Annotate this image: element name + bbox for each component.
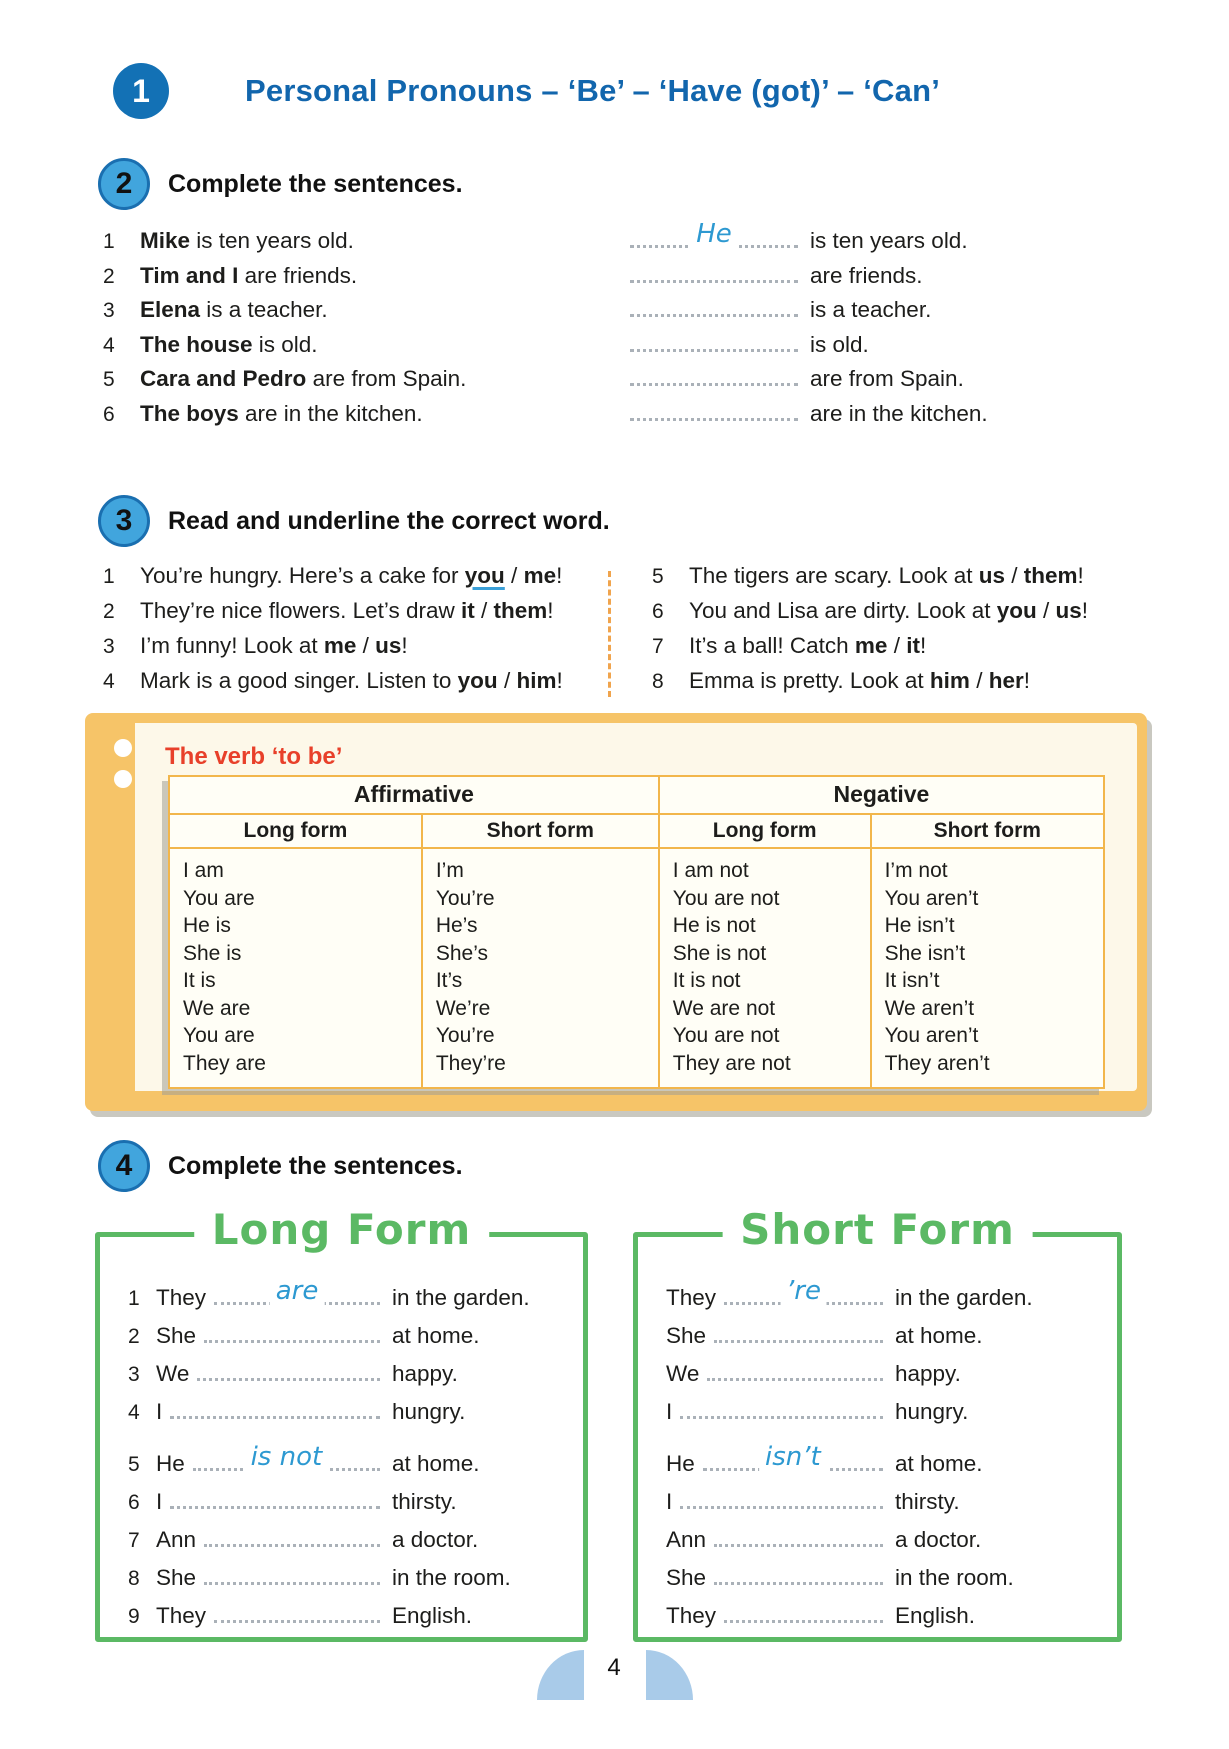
fill-completion: in the room.	[392, 1565, 511, 1590]
table-cell: It is not	[672, 969, 741, 992]
sentence-text	[140, 401, 630, 427]
choice-item	[103, 563, 608, 598]
unit-number: 1	[132, 72, 150, 109]
table-cell: She is	[183, 941, 242, 965]
choice-option-1[interactable]: us	[978, 563, 1005, 588]
grammar-panel	[85, 713, 1147, 1111]
fill-row-lead	[666, 1565, 883, 1591]
answer-blank[interactable]	[714, 1323, 883, 1343]
handwritten-answer: are	[270, 1276, 325, 1306]
fill-row	[666, 1603, 1117, 1641]
choice-text	[689, 563, 1084, 589]
table-cell: You aren’t	[884, 886, 979, 910]
choice-pre-text: They’re nice flowers. Let’s draw	[140, 598, 461, 623]
item-number: 5	[103, 368, 115, 392]
fill-completion: a doctor.	[392, 1527, 479, 1552]
table-cell: We aren’t	[884, 996, 975, 1020]
fill-completion: hungry.	[895, 1399, 969, 1424]
answer-blank[interactable]	[214, 1276, 380, 1306]
choice-pre-text: You’re hungry. Here’s a cake for	[140, 563, 465, 588]
page-title: Personal Pronouns – ‘Be’ – ‘Have (got)’ – ‘Can’	[245, 73, 941, 108]
fill-row	[666, 1489, 1117, 1527]
item-number: 2	[103, 600, 115, 623]
sentence-text	[140, 228, 630, 254]
fill-row	[128, 1323, 583, 1361]
choice-pre-text: Emma is pretty. Look at	[689, 668, 930, 693]
column-divider	[608, 571, 611, 697]
choice-pre-text: It’s a ball! Catch	[689, 633, 855, 658]
fill-completion: English.	[895, 1603, 976, 1628]
sentence-subject: Tim and I	[140, 262, 239, 288]
table-cell: She’s	[435, 941, 488, 965]
table-cell: You’re	[435, 886, 495, 910]
fill-row-lead	[666, 1276, 883, 1311]
choice-option-2[interactable]: them	[493, 598, 548, 623]
fill-row-lead	[128, 1399, 380, 1425]
fill-subject: We	[666, 1361, 700, 1386]
handwritten-answer: ’re	[780, 1276, 827, 1306]
choice-text	[140, 563, 562, 589]
sentence-rest: is old.	[252, 331, 318, 357]
exercise-4-title: Complete the sentences.	[168, 1151, 463, 1180]
exercise-3-left-column	[103, 563, 608, 703]
sentence-completion: are from Spain.	[810, 366, 964, 392]
choice-item	[103, 633, 608, 668]
long-form-rows	[100, 1237, 583, 1641]
page-footer	[0, 1648, 1229, 1708]
item-number: 8	[128, 1567, 140, 1590]
fill-completion: hungry.	[392, 1399, 466, 1424]
exercise-3	[0, 495, 1229, 703]
table-cell: You’re	[435, 1024, 495, 1047]
choice-option-1[interactable]: it	[460, 598, 475, 623]
item-number: 5	[652, 565, 664, 588]
exercise-3-number-badge: 3	[98, 495, 150, 547]
fill-row	[128, 1527, 583, 1565]
long-form-box-title: Long Form	[194, 1205, 490, 1254]
fill-row-lead	[128, 1361, 380, 1387]
choice-pre-text: The tigers are scary. Look at	[689, 563, 979, 588]
table-cell: I’m not	[884, 859, 948, 882]
fill-row	[128, 1489, 583, 1527]
answer-blank[interactable]	[680, 1399, 883, 1419]
exercise-3-title: Read and underline the correct word.	[168, 506, 610, 535]
sentence-text	[140, 297, 630, 323]
sentence-rest: are friends.	[238, 262, 358, 288]
sentence-subject: Cara and Pedro	[140, 366, 307, 392]
table-cell: He is	[183, 914, 231, 937]
exercise-2-title: Complete the sentences.	[168, 169, 463, 198]
exercise-3-right-column	[652, 563, 1088, 703]
table-column-header-row	[170, 815, 1103, 849]
exercise-2	[0, 158, 1229, 436]
choice-item	[652, 563, 1088, 598]
answer-blank[interactable]	[204, 1323, 380, 1343]
sentence-row	[0, 366, 1229, 401]
table-cell: He is not	[672, 914, 756, 937]
short-form-box	[633, 1205, 1122, 1642]
table-column-header: Long form	[660, 815, 872, 849]
item-number: 2	[128, 1325, 140, 1348]
table-cell: You are not	[672, 1024, 780, 1047]
sentence-row	[0, 219, 1229, 263]
table-cell: He’s	[435, 914, 478, 937]
fill-row-lead	[128, 1527, 380, 1553]
fill-subject: I	[666, 1399, 673, 1424]
page-number: 4	[607, 1654, 621, 1681]
sentence-rest: are in the kitchen.	[238, 400, 423, 426]
choice-post-text: !	[547, 598, 554, 623]
fill-completion: in the room.	[895, 1565, 1014, 1590]
answer-blank[interactable]	[214, 1603, 380, 1623]
fill-row-lead	[666, 1399, 883, 1425]
table-column-header: Short form	[872, 815, 1103, 849]
choice-item	[652, 633, 1088, 668]
fill-subject: They	[666, 1603, 717, 1628]
choice-separator: /	[1004, 563, 1024, 588]
fill-row	[128, 1361, 583, 1399]
sentence-text	[140, 263, 630, 289]
table-cell: They’re	[435, 1051, 506, 1075]
answer-blank[interactable]	[724, 1276, 883, 1306]
fill-row-lead	[666, 1527, 883, 1553]
item-number: 4	[103, 333, 115, 357]
to-be-table	[168, 775, 1105, 1089]
choice-text	[689, 633, 926, 659]
answer-blank[interactable]	[170, 1489, 380, 1509]
fill-completion: in the garden.	[392, 1285, 530, 1310]
fill-subject: I	[156, 1489, 163, 1514]
sentence-completion: are in the kitchen.	[810, 400, 988, 426]
fill-subject: I	[666, 1489, 673, 1514]
choice-option-2[interactable]: us	[375, 633, 402, 658]
choice-separator: /	[504, 563, 524, 588]
sentence-completion: is old.	[810, 331, 869, 357]
table-group-header-negative: Negative	[660, 777, 1103, 815]
exercise-3-columns	[0, 563, 1229, 703]
choice-item	[652, 668, 1088, 703]
exercise-4	[0, 1140, 1229, 1642]
sentence-row	[0, 401, 1229, 436]
fill-subject: She	[156, 1323, 197, 1348]
table-cell: They are	[183, 1051, 266, 1075]
answer-blank[interactable]	[170, 1399, 380, 1419]
fill-row	[128, 1603, 583, 1641]
table-column-header: Short form	[423, 815, 660, 849]
item-number: 4	[128, 1401, 140, 1424]
choice-separator: /	[356, 633, 376, 658]
item-number: 1	[103, 230, 115, 253]
item-number: 6	[128, 1491, 140, 1514]
fill-row-lead	[128, 1323, 380, 1349]
answer-blank[interactable]	[193, 1442, 380, 1472]
item-number: 1	[128, 1287, 140, 1310]
answer-blank[interactable]	[197, 1361, 380, 1381]
item-number: 2	[103, 264, 115, 288]
choice-text	[140, 633, 408, 659]
answer-blank[interactable]	[680, 1489, 883, 1509]
fill-row-lead	[666, 1361, 883, 1387]
table-group-header-row	[170, 777, 1103, 815]
unit-header	[113, 63, 940, 119]
sentence-rest: is a teacher.	[200, 297, 328, 323]
handwritten-answer: isn’t	[759, 1442, 827, 1472]
handwritten-answer: He	[690, 219, 738, 249]
fill-row	[666, 1565, 1117, 1603]
fill-row-lead	[666, 1603, 883, 1629]
answer-blank[interactable]	[630, 401, 798, 421]
fill-row-lead	[128, 1565, 380, 1591]
choice-separator: /	[887, 633, 907, 658]
fill-completion: a doctor.	[895, 1527, 982, 1552]
fill-completion: in the garden.	[895, 1285, 1033, 1310]
choice-option-2[interactable]: him	[516, 668, 557, 693]
table-column	[423, 849, 660, 1087]
choice-item	[103, 668, 608, 703]
table-cell: It isn’t	[884, 969, 940, 992]
item-number: 3	[103, 635, 115, 658]
unit-number-badge	[113, 63, 169, 119]
grammar-panel-title: The verb ‘to be’	[165, 743, 343, 770]
sentence-completion: are friends.	[810, 262, 923, 288]
fill-row	[666, 1399, 1117, 1437]
sentence-subject: The boys	[140, 400, 239, 426]
fill-subject: She	[666, 1565, 707, 1590]
choice-option-2[interactable]: her	[988, 668, 1024, 693]
item-number: 7	[128, 1529, 140, 1552]
fill-row	[666, 1442, 1117, 1489]
fill-subject: Ann	[156, 1527, 197, 1552]
fill-row	[666, 1323, 1117, 1361]
fill-row	[128, 1276, 583, 1323]
answer-blank[interactable]	[630, 263, 798, 283]
fill-subject: He	[666, 1451, 695, 1476]
choice-option-1[interactable]: you	[996, 598, 1037, 623]
fill-subject: She	[156, 1565, 197, 1590]
handwritten-answer: is not	[245, 1442, 329, 1472]
table-cell: I’m	[435, 859, 464, 882]
table-cell: We’re	[435, 996, 491, 1020]
choice-post-text: !	[401, 633, 408, 658]
fill-row	[666, 1361, 1117, 1399]
item-number: 9	[128, 1605, 140, 1628]
sentence-text	[140, 366, 630, 392]
choice-post-text: !	[919, 633, 927, 658]
choice-post-text: !	[556, 668, 563, 693]
item-number: 1	[103, 565, 115, 588]
table-cell: You aren’t	[884, 1024, 979, 1047]
sentence-row	[0, 332, 1229, 367]
fill-row-lead	[128, 1276, 380, 1311]
grammar-panel-sheet	[135, 723, 1137, 1091]
quarter-circle-right-icon	[646, 1650, 693, 1700]
table-cell: We are not	[672, 996, 776, 1020]
fill-row	[666, 1276, 1117, 1323]
fill-completion: at home.	[392, 1451, 480, 1476]
table-cell: They are not	[672, 1051, 791, 1075]
table-cell: You are	[183, 1024, 255, 1047]
short-form-rows	[638, 1237, 1117, 1641]
fill-subject: They	[156, 1285, 207, 1310]
answer-blank[interactable]	[630, 366, 798, 386]
table-group-header-affirmative: Affirmative	[170, 777, 660, 815]
table-cell: She is not	[672, 941, 767, 965]
sentence-subject: Elena	[140, 297, 201, 323]
table-column	[660, 849, 872, 1087]
fill-completion: at home.	[895, 1451, 983, 1476]
fill-completion: thirsty.	[895, 1489, 960, 1514]
answer-blank[interactable]	[703, 1442, 883, 1472]
choice-separator: /	[1036, 598, 1056, 623]
item-number: 4	[103, 670, 115, 693]
choice-pre-text: I’m funny! Look at	[140, 633, 324, 658]
table-body	[170, 849, 1103, 1087]
fill-row-lead	[128, 1442, 380, 1477]
sentence-completion: is a teacher.	[810, 297, 932, 323]
table-cell: We are	[183, 996, 251, 1020]
fill-row	[666, 1527, 1117, 1565]
fill-completion: thirsty.	[392, 1489, 457, 1514]
answer-blank[interactable]	[630, 332, 798, 352]
choice-separator: /	[474, 598, 494, 623]
fill-completion: at home.	[895, 1323, 983, 1348]
answer-blank[interactable]	[204, 1527, 380, 1547]
item-number: 3	[128, 1363, 140, 1386]
answer-blank[interactable]	[707, 1361, 883, 1381]
choice-text	[689, 598, 1088, 624]
choice-separator: /	[969, 668, 989, 693]
exercise-4-heading	[0, 1140, 1229, 1192]
choice-option-2[interactable]: me	[523, 563, 557, 588]
item-number: 8	[652, 670, 664, 693]
choice-post-text: !	[1023, 668, 1030, 693]
choice-option-1[interactable]: you	[457, 668, 498, 693]
short-form-box-title: Short Form	[722, 1205, 1033, 1254]
answer-blank[interactable]	[714, 1565, 883, 1585]
choice-option-1[interactable]: you	[464, 563, 505, 588]
fill-row-lead	[666, 1323, 883, 1349]
sentence-text	[140, 332, 630, 358]
sentence-rest: is ten years old.	[190, 228, 354, 253]
sentence-row	[0, 297, 1229, 332]
choice-pre-text: You and Lisa are dirty. Look at	[689, 598, 997, 623]
table-cell: It is	[183, 969, 216, 992]
fill-row	[128, 1442, 583, 1489]
answer-blank[interactable]	[204, 1565, 380, 1585]
fill-subject: She	[666, 1323, 707, 1348]
choice-item	[103, 598, 608, 633]
fill-subject: I	[156, 1399, 163, 1424]
table-cell: You are	[183, 886, 255, 910]
choice-option-1[interactable]: me	[854, 633, 888, 658]
choice-text	[689, 668, 1030, 694]
fill-subject: They	[156, 1603, 207, 1628]
item-number: 6	[652, 600, 664, 623]
table-cell: It’s	[435, 969, 463, 992]
fill-row-lead	[128, 1603, 380, 1629]
fill-row-lead	[666, 1442, 883, 1477]
fill-row	[128, 1399, 583, 1437]
hole-punch-icon	[114, 770, 132, 788]
table-cell: You are not	[672, 886, 780, 910]
table-cell: They aren’t	[884, 1051, 990, 1075]
fill-subject: They	[666, 1285, 717, 1310]
choice-text	[140, 598, 554, 624]
sentence-subject: The house	[140, 331, 253, 357]
choice-option-2[interactable]: them	[1023, 563, 1078, 588]
exercise-2-number-badge: 2	[98, 158, 150, 210]
long-form-box	[95, 1205, 588, 1642]
exercise-3-heading	[0, 495, 1229, 547]
choice-post-text: !	[556, 563, 563, 588]
fill-row-lead	[128, 1489, 380, 1515]
choice-option-2[interactable]: us	[1055, 598, 1082, 623]
fill-subject: Ann	[666, 1527, 707, 1552]
table-column-header: Long form	[170, 815, 423, 849]
hole-punch-icon	[114, 739, 132, 757]
item-number: 3	[103, 299, 115, 323]
choice-post-text: !	[1081, 598, 1089, 623]
fill-completion: happy.	[895, 1361, 961, 1386]
fill-completion: English.	[392, 1603, 473, 1628]
sentence-subject: Mike	[140, 228, 191, 253]
fill-row-lead	[666, 1489, 883, 1515]
choice-text	[140, 668, 563, 694]
answer-blank[interactable]	[630, 219, 798, 249]
sentence-rest: are from Spain.	[306, 366, 467, 392]
choice-option-1[interactable]: him	[929, 668, 970, 693]
exercise-4-number-badge: 4	[98, 1140, 150, 1192]
sentence-completion: is ten years old.	[810, 228, 968, 253]
choice-option-2[interactable]: it	[906, 633, 920, 658]
item-number: 5	[128, 1453, 140, 1476]
fill-completion: happy.	[392, 1361, 458, 1386]
item-number: 6	[103, 402, 115, 426]
table-cell: He isn’t	[884, 914, 955, 937]
quarter-circle-left-icon	[537, 1650, 584, 1700]
table-cell: I am not	[672, 859, 749, 882]
table-column	[170, 849, 423, 1087]
fill-row	[128, 1565, 583, 1603]
exercise-2-heading	[0, 158, 1229, 210]
fill-completion: at home.	[392, 1323, 480, 1348]
exercise-4-boxes	[0, 1205, 1229, 1642]
answer-blank[interactable]	[630, 297, 798, 317]
table-cell: I am	[183, 859, 224, 882]
choice-separator: /	[497, 668, 517, 693]
table-cell: She isn’t	[884, 941, 966, 965]
choice-pre-text: Mark is a good singer. Listen to	[140, 668, 458, 693]
table-column	[872, 849, 1103, 1087]
choice-option-1[interactable]: me	[323, 633, 357, 658]
fill-subject: He	[156, 1451, 185, 1476]
answer-blank[interactable]	[724, 1603, 883, 1623]
exercise-2-sentences	[0, 219, 1229, 436]
choice-post-text: !	[1077, 563, 1084, 588]
fill-subject: We	[156, 1361, 190, 1386]
choice-item	[652, 598, 1088, 633]
sentence-row	[0, 263, 1229, 298]
item-number: 7	[652, 635, 664, 658]
answer-blank[interactable]	[714, 1527, 883, 1547]
